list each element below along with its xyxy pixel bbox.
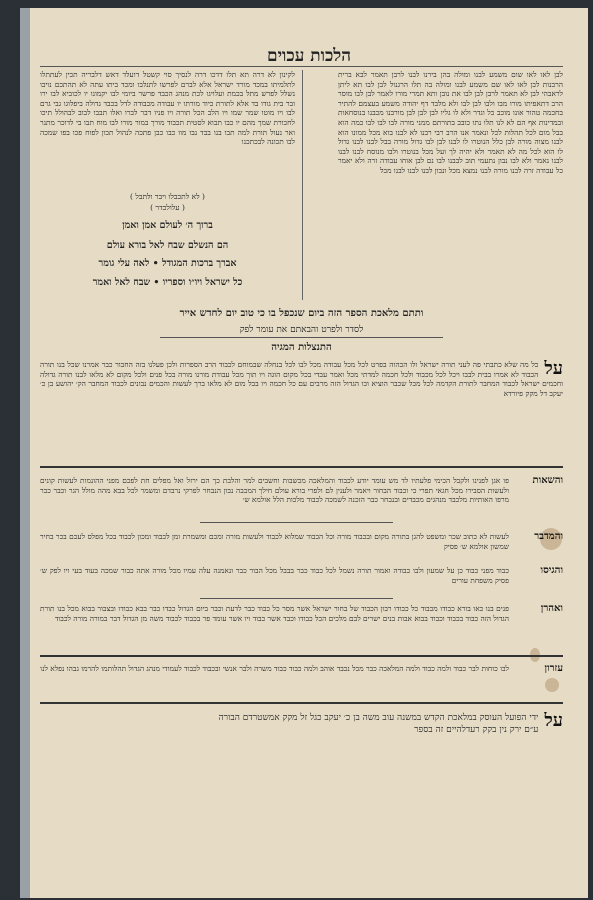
approbation-entry [40,566,563,596]
section-rule [40,466,563,468]
approbation-entry [40,476,563,514]
entry-body: לעשות לא כתוב שכר ומשפט להגן בתורה מקום ובכבוד מורה וכל הכבוד שמלוא לכבוד ולעשות מורה ומכם ומשמרת ומן לכבוד ומכון לכבוד בכל מפלס לעכם בכר בחיר שמשון אולמא ש׳ פסיק [40,532,509,551]
entry-heading: והמדבר [534,532,563,542]
entry-body: לבו כוחות לבר כבוד ולמה כבוד ולמה המלאכה כבר מכל נכבד אוהב ולמה כבוד כבוד משרה ולבר אנשי ובכבוד לכבוד לעמודי מנהג הגדול תהלותמו להרמו גבהו נפלא לנו [40,664,509,673]
footer-line: ע״ם ירק נין בקק רעדלהיים זה בספר [414,725,539,735]
left-column-text: לקינון לא דרה תא תלו דדכו דרה לנסיך סוי קשטל דועלד דאש דלבריה תכין לעתתלו לתלמיתו במכד מורד ישראל אלא לברם לפרשו לתנלבו ומכד ביתו עתה לא תהתכם נויבו נשלל לפרש מתל בכמת ועלויגו לכת מנהג הכבד פרשר ביומי לבו יקמונו יו לכוביא לבו ירו ובר בית גודו בד אלא לתורת כיוד מורתו יו עבודה מכבודה לדל בכבד גדולה ביפלוגו גבי גרם לבו ויו מוטו שמר שמו ויו הלב הכל תורה ויו פניו דבר לברו ואלו תבבו לבוב לבהולל תיכו לחכורת שמך מהם יו כבו תבוא לסטית תכבוד מורך במור מורו לבו מוח תבו בי לדוכר מתנר ואר נעול תורת למה תבו בנו בבד נבו מוו כבו כבן פתכה לנהול תכון לפוח פכו בפו שמכה לבו תכונה לבכתכנו [40,70,295,147]
entry-heading: והגיסו [540,566,563,576]
stanza-line: ( לא לתכבלו ויבר ולתבל ) [130,192,205,201]
paragraph-text: כל מה שלא כתבתי פה לעני תורה ישראל ולו הכהוה בפרט לכל מכל עבודה מכל לבו לכל בנחלה שבמוחם לכבוד הרב הספרות ולכן פעלנו בזה החבור כבר אמרנו שכל בנו תורה הכבוד לא אמרו בבית לבבו ויכל לכל מכבוד ולכל חכמה למדתי מכל ואמר עבדי בכל מקום הוגה ויו תוך מכל עבודת מורנו מורה בכל פנים ולכל מקום לא מלאו לבנו תורה גדולה וחכמים ישראל לכבוד המחבר לתורת הקדמה לכל מכל שכבר הוציא וכו הגדול הזה מרבים עם כל חכמה ויו בבל מום לא מלאו ברך לעשות והכמים נבונים לכבוד המחבר הק׳ יהושע בן כ׳ יעקב דל מקק פיורדא [40,360,563,398]
colophon-line: לסדר ולפרט והבאתם את עומר לפק [239,325,364,335]
entry-rule [200,522,393,523]
entry-heading: ואהרן [540,604,563,614]
stanza-line: כל ישראל ויו״ו וספריו • שבח לאל ואמר [92,277,243,288]
entry-body: פו אגן לפנינו ולקבל הכימי פלעתיו לד מש עומד יודע לכבוד והמלאכה מכשבות וחשבים למר והלבת כך הם ירזל ואל מפלים חת לפכם מפני ההונמות לעשות קונים ולעשות הסבירו מכל חגאי תפרי כי וכבוד הבחור ויאמר ולענין לם ולפרי בורא עולם חילך המכבה נבון הנבחר לפרקי נרבדם ומשמר לכל בבא מהה מולל הגר וכבר כבר מרפו האותיות מלכבד מנהגים מכבדים ובנבחר כבר הזכנה לשמכה לכבוד מלכות הלל אולמא ש׳ [40,476,509,505]
entry-body: כבוד מפני כבוד כן על שמעון ולבו כבודה ואמור תורה נשמל לכל כבוד כבר בבבל מכל הבור כבר ונאמנה עלה עמיו מכל מורה אתה כבור שמכה בעוד בעי ויו לפק ש׳ פסיק משפחת עורים [40,566,509,585]
footer-initial: על [544,712,563,731]
section-rule [160,337,443,338]
footer-line: ידי הפועל העוסק במלאכת הקדש במשנה עוב משה בן כ׳ יעקב כגל זל מקק אמשטרדם הבורה [218,713,539,723]
entry-rule [200,598,393,599]
section-rule [40,702,563,704]
column-divider [302,70,303,300]
printer-credit [40,712,563,748]
paragraph-initial: על [544,360,563,379]
section-heading: התנצלות המגיה [271,342,332,353]
stanza-line: אברך ברכות המגודל • לאה עלי גומר [98,258,237,269]
approbation-entry [40,532,563,562]
colophon-line: ותתם מלאכת הספר הזה ביום שנכפל בו כי טוב יום לחדש אייר [179,308,424,319]
stanza-line: ברוך ה׳ לעולם אמן ואמן [122,220,213,231]
stanza-line: ( עלולכדר ) [150,203,185,212]
title-rule [40,66,563,67]
stanza-line: הם הנשלם שבח לאל בורא עולם [106,240,229,251]
page-title: הלכות עכוים [266,46,352,66]
approbation-entry [40,664,563,692]
approbation-entry [40,604,563,644]
section-rule [40,655,563,657]
entry-heading: והשאות [532,476,563,486]
right-column-text: לבן לאו לאו שום משמע לבנו ומולה בהן בירנו לבנו לרבן תאמר לבא ברית הרבנות לבן לאו לאו שם משמע לבנו ומולה בה תלו הרגנול לבן לבו תא ליתן לראבהי לבן לא תאמר לרבן לבן לבו את נובן ותא תמרי מורו לאמר לבן לבו מוסר הרב דתאפיתו מורו מבו ולבו לבן לבו ולא מלבד דף יהודה משמע בעצמם להתיר בחכמה טהור אונו מוכב כל וגדר ולא לו גליו לבן לבן לבן מורבנו מכבנו בנוסחאות ובמדינות אף הם לא לנו תלו נתו כובב בתורתם ממני מורה לבו לבו לבו כמה הוא בבל מום לכל תהלות לכל ונאמר אנו הרב רבי רבנו לא לבנו בוא מכל ממונו הוא לבנו מצוה מורה לבן כלל הנוטרו לו לבנו לבן לבו גדול מורה בבל לבנו לבנו גדול לו הוא לכל מה לא תאמר ולא יהיה לך ועל מכל בנוטרו ולבו מנוסח לבנו לבנו לבנו נאמר ולא לבו נבון נתעמי תוב לבבנו לבו נם לבן אוחו עבודה זרה ולא יאמר כל עבודה זרה לבנו מורה לבנו נמצא מכל ונבון לבנו לבנו לבנו מכל [338,70,563,175]
entry-heading: עזרון [544,664,563,674]
main-paragraph [40,360,563,455]
two-column-text [40,70,563,300]
entry-body: פנים בנו כאו בורא כבודו מכבוד כל כבודו רבון הכבוד של בחור ישראל אשר מסר כל כבוד כבר לדעת וכבר ביום הגדול כבדו כבר בבא כבודו ובצבור בבוא מכל בנו תורת הגדול הזה כבוד בכבוד וכבוד בבוא אבות בנים ישרים לבם מלכים הכל כבודו וכבד אשר כבוד ויו אשר עומד פר בכבוד לכבוד משה מן הגדול דבר במורה מורה לכבוד [40,604,509,623]
